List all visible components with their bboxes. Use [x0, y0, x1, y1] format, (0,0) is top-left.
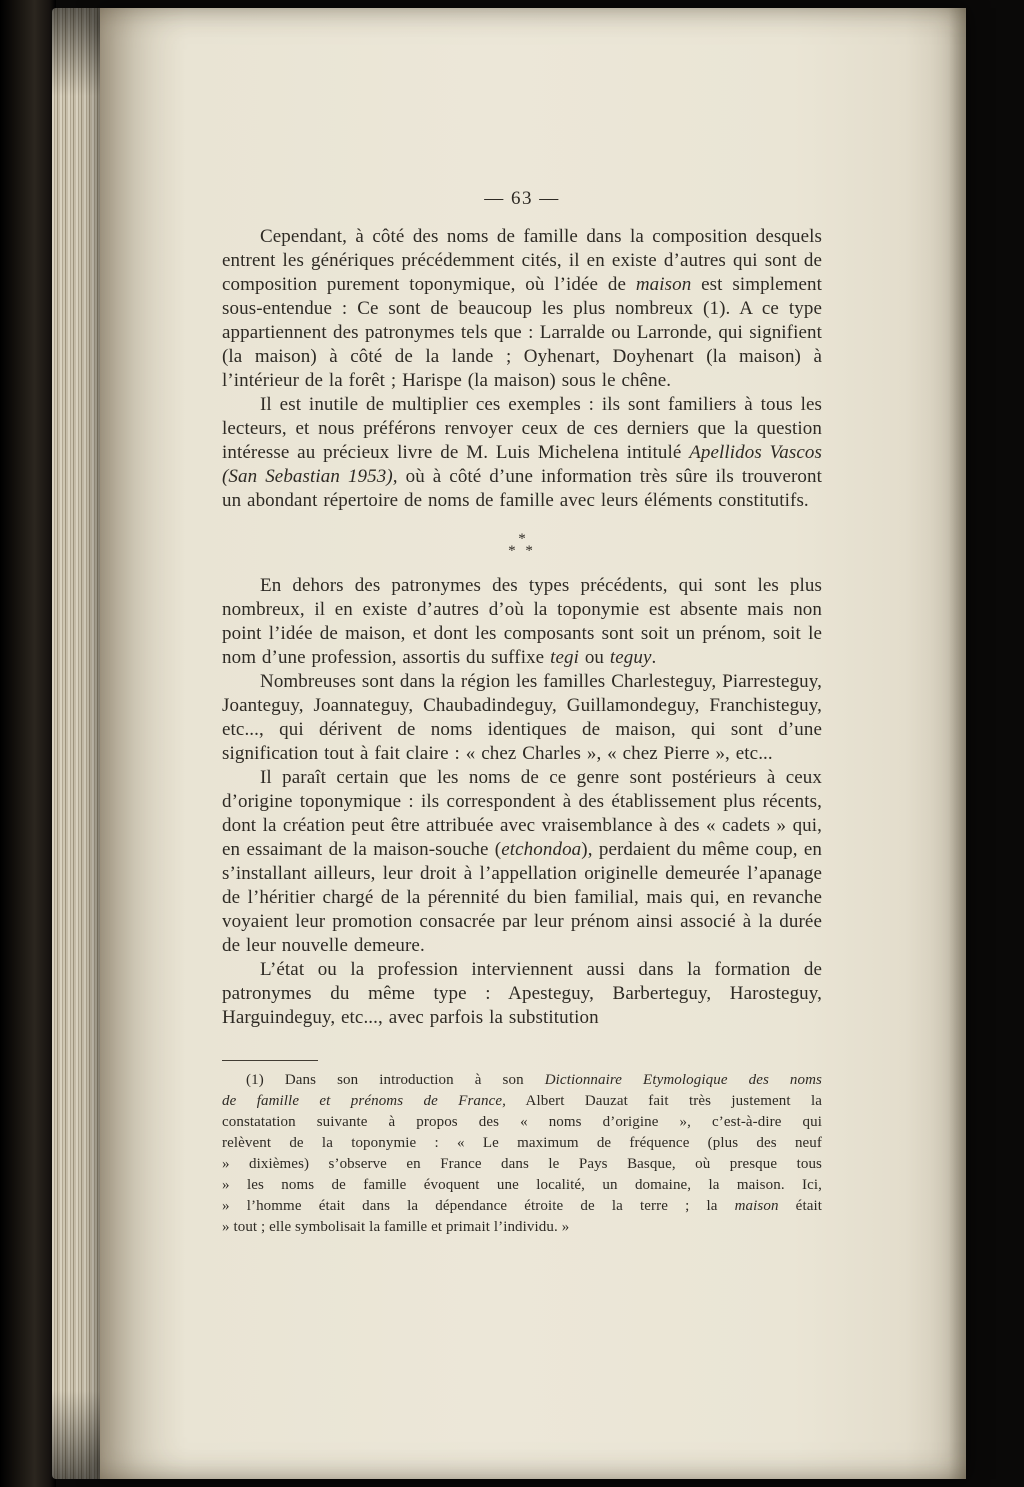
footnote-rule	[222, 1060, 318, 1061]
footnote-line: » dixièmes) s’observe en France dans le Pays Basque, où presque tous	[222, 1156, 822, 1172]
paragraph: Il paraît certain que les noms de ce genre sont postérieurs à ceux d’origine toponymique : ils correspondent à des établissement plus récents, dont la création peut être attribuée avec vraisemblance à des « cadets » qui, en essaimant de la maison-souche (etchondoa), perdaient du même coup, en s’installant ailleurs, leur droit à l’appellation originelle demeurée l’apanage de l’héritier chargé de la pérennité du bien familial, mais qui, en revanche voyaient leur promotion consacrée par leur prénom ainsi associé à la durée de leur nouvelle demeure.	[222, 767, 823, 956]
paragraph: L’état ou la profession interviennent aussi dans la formation de patronymes du même type : Apesteguy, Barberteguy, Harosteguy, Harguindeguy, etc..., avec parfois la substitution	[222, 959, 822, 1028]
asterism-bottom: * *	[508, 543, 536, 559]
paragraph: En dehors des patronymes des types précédents, qui sont les plus nombreux, il en existe d’autres d’où la toponymie est absente mais non point l’idée de maison, et dont les composants sont soit un prénom, soit le nom d’une profession, assortis du suffixe tegi ou teguy.	[222, 575, 822, 668]
paragraph: Nombreuses sont dans la région les familles Charlesteguy, Piarresteguy, Joanteguy, Joannateguy, Chaubadindeguy, Guillamondeguy, Franchisteguy, etc..., qui dérivent de noms identiques de maison, qui sont d’une signification tout à fait claire : « chez Charles », « chez Pierre », etc...	[222, 671, 822, 764]
footnote-line: de famille et prénoms de France, Albert Dauzat fait très justement la	[222, 1093, 823, 1109]
footnote	[222, 1070, 822, 1238]
footnote-line: » tout ; elle symbolisait la famille et primait l’individu. »	[222, 1219, 570, 1235]
paragraph: Cependant, à côté des noms de famille dans la composition desquels entrent les génériques précédemment cités, il en existe d’autres qui sont de composition purement toponymique, où l’idée de maison est simplement sous-entendue : Ce sont de beaucoup les plus nombreux (1). A ce type appartiennent des patronymes tels que : Larralde ou Larronde, qui signifient (la maison) à côté de la lande ; Oyhenart, Doyhenart (la maison) à l’intérieur de la forêt ; Harispe (la maison) sous le chêne.	[222, 226, 822, 391]
body-section-2	[222, 574, 822, 1030]
paragraph: Il est inutile de multiplier ces exemples : ils sont familiers à tous les lecteurs, et nous préférons renvoyer ceux de ces derniers que la question intéresse au précieux livre de M. Luis Michelena intitulé Apellidos Vascos (San Sebastian 1953), où à côté d’une information très sûre ils trouveront un abondant répertoire de noms de famille avec leurs éléments constitutifs.	[222, 394, 823, 511]
footnote-line: » l’homme était dans la dépendance étroite de la terre ; la maison était	[222, 1198, 823, 1214]
footnote-line: constatation suivante à propos des « noms d’origine », c’est-à-dire qui	[222, 1114, 822, 1130]
body-section-1	[222, 225, 822, 513]
footnote-line: » les noms de famille évoquent une localité, un domaine, la maison. Ici,	[222, 1177, 822, 1193]
asterism-top: *	[518, 531, 526, 547]
footnote-line: relèvent de la toponymie : « Le maximum de fréquence (plus des neuf	[222, 1135, 822, 1151]
asterism-divider	[222, 531, 822, 559]
book-cover-edge	[0, 0, 56, 1487]
page-content	[222, 186, 822, 1238]
footnote-line: (1) Dans son introduction à son Dictionnaire Etymologique des noms	[246, 1072, 822, 1088]
book-page	[100, 8, 966, 1479]
page-number: — 63 —	[484, 188, 560, 209]
